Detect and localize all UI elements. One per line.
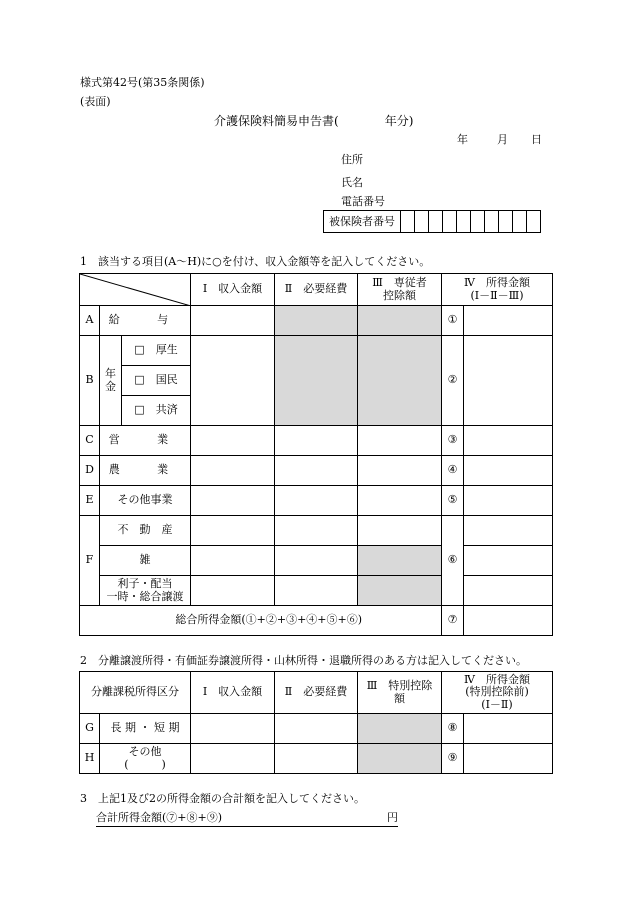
cell-deduct-f3	[358, 576, 442, 606]
row-num-9: ⑨	[442, 744, 464, 774]
row-label-real-estate: 不 動 産	[100, 516, 191, 546]
cell-income-c[interactable]	[191, 426, 275, 456]
row-code-a: A	[80, 306, 100, 336]
checkbox-kyosai[interactable]: □ 共済	[122, 396, 191, 426]
row-num-5: ⑤	[442, 486, 464, 516]
cell-income-f2[interactable]	[191, 546, 275, 576]
total-income-field[interactable]	[96, 812, 398, 827]
insured-number-field[interactable]	[401, 210, 541, 233]
checkbox-kokumin[interactable]: □ 国民	[122, 366, 191, 396]
table-row	[80, 426, 553, 456]
section3-heading: 3 上記1及び2の所得金額の合計額を記入してください。	[80, 792, 365, 805]
cell-net-a[interactable]	[464, 306, 553, 336]
address-label: 住所	[341, 153, 363, 166]
row-num-2: ②	[442, 336, 464, 426]
cell-expense-e[interactable]	[275, 486, 358, 516]
header-special-deduction: Ⅲ 特別控除 額	[358, 672, 442, 714]
cell-income-e[interactable]	[191, 486, 275, 516]
cell-deduct-a	[358, 306, 442, 336]
form-title-left: 介護保険料簡易申告書(	[214, 114, 339, 128]
header-category: 分離課税所得区分	[80, 672, 191, 714]
cell-deduct-d[interactable]	[358, 456, 442, 486]
cell-deduct-c[interactable]	[358, 426, 442, 456]
row-code-e: E	[80, 486, 100, 516]
cell-expense-c[interactable]	[275, 426, 358, 456]
row-num-4: ④	[442, 456, 464, 486]
total-label: 総合所得金額(①+②+③+④+⑤+⑥)	[80, 606, 442, 636]
cell-net-b[interactable]	[464, 336, 553, 426]
insured-number-label: 被保険者番号	[323, 210, 401, 233]
income-table	[79, 273, 553, 636]
row-label-other: その他 ( )	[100, 744, 191, 774]
cell-income-f3[interactable]	[191, 576, 275, 606]
date-day-label: 日	[531, 133, 542, 146]
cell-income-b[interactable]	[191, 336, 275, 426]
form-number: 様式第42号(第35条関係)	[80, 76, 205, 89]
row-label-pension: 年 金	[100, 336, 122, 426]
row-num-1: ①	[442, 306, 464, 336]
cell-deduct-g	[358, 714, 442, 744]
cell-deduct-b	[358, 336, 442, 426]
cell-expense-h[interactable]	[275, 744, 358, 774]
cell-total[interactable]	[464, 606, 553, 636]
date-year-label: 年	[457, 133, 468, 146]
row-label-salary: 給 与	[100, 306, 191, 336]
header-expense-2: Ⅱ 必要経費	[275, 672, 358, 714]
date-month-label: 月	[497, 133, 508, 146]
cell-net-d[interactable]	[464, 456, 553, 486]
row-code-d: D	[80, 456, 100, 486]
header-net-income-2: Ⅳ 所得金額 (特別控除前) (Ⅰ－Ⅱ)	[442, 672, 553, 714]
total-income-label: 合計所得金額(⑦+⑧+⑨)	[96, 811, 223, 824]
cell-deduct-f1[interactable]	[358, 516, 442, 546]
header-deduction: Ⅲ 専従者 控除額	[358, 274, 442, 306]
row-code-c: C	[80, 426, 100, 456]
table-row	[80, 456, 553, 486]
row-num-6: ⑥	[442, 516, 464, 606]
header-diagonal-cell	[80, 274, 191, 306]
cell-deduct-f2	[358, 546, 442, 576]
cell-expense-d[interactable]	[275, 456, 358, 486]
row-code-h: H	[80, 744, 100, 774]
checkbox-kosei[interactable]: □ 厚生	[122, 336, 191, 366]
cell-deduct-e[interactable]	[358, 486, 442, 516]
cell-income-h[interactable]	[191, 744, 275, 774]
section1-heading: 1 該当する項目(A〜H)に○を付け、収入金額等を記入してください。	[80, 255, 431, 268]
name-label: 氏名	[341, 176, 363, 189]
cell-net-h[interactable]	[464, 744, 553, 774]
table-row	[80, 714, 553, 744]
row-label-misc: 雑	[100, 546, 191, 576]
yen-unit: 円	[387, 811, 398, 824]
cell-net-f3[interactable]	[464, 576, 553, 606]
header-income-2: Ⅰ 収入金額	[191, 672, 275, 714]
cell-net-f1[interactable]	[464, 516, 553, 546]
cell-net-e[interactable]	[464, 486, 553, 516]
cell-expense-a	[275, 306, 358, 336]
cell-net-c[interactable]	[464, 426, 553, 456]
cell-expense-f2[interactable]	[275, 546, 358, 576]
row-label-business: 営 業	[100, 426, 191, 456]
form-title-right: 年分)	[384, 114, 414, 128]
cell-expense-f1[interactable]	[275, 516, 358, 546]
row-num-3: ③	[442, 426, 464, 456]
table-row	[80, 306, 553, 336]
table-row	[80, 336, 553, 366]
side-label: (表面)	[80, 95, 111, 108]
section2-heading: 2 分離譲渡所得・有価証券譲渡所得・山林所得・退職所得のある方は記入してください。	[80, 654, 527, 667]
phone-label: 電話番号	[341, 195, 385, 208]
form-title	[214, 115, 413, 127]
row-label-agriculture: 農 業	[100, 456, 191, 486]
cell-income-a[interactable]	[191, 306, 275, 336]
row-code-g: G	[80, 714, 100, 744]
cell-income-d[interactable]	[191, 456, 275, 486]
cell-net-g[interactable]	[464, 714, 553, 744]
table-row	[80, 516, 553, 546]
row-num-8: ⑧	[442, 714, 464, 744]
row-label-other-business: その他事業	[100, 486, 191, 516]
separate-income-table	[79, 671, 553, 774]
header-expense: Ⅱ 必要経費	[275, 274, 358, 306]
header-net-income: Ⅳ 所得金額 (Ⅰ－Ⅱ－Ⅲ)	[442, 274, 553, 306]
table-row	[80, 744, 553, 774]
row-label-long-short: 長 期 ・ 短 期	[100, 714, 191, 744]
table-row	[80, 486, 553, 516]
table-row	[80, 606, 553, 636]
header-income: Ⅰ 収入金額	[191, 274, 275, 306]
cell-deduct-h	[358, 744, 442, 774]
cell-income-f1[interactable]	[191, 516, 275, 546]
cell-net-f2[interactable]	[464, 546, 553, 576]
row-num-7: ⑦	[442, 606, 464, 636]
cell-expense-b	[275, 336, 358, 426]
row-code-b: B	[80, 336, 100, 426]
row-label-interest: 利子・配当 一時・総合譲渡	[100, 576, 191, 606]
cell-income-g[interactable]	[191, 714, 275, 744]
cell-expense-g[interactable]	[275, 714, 358, 744]
row-code-f: F	[80, 516, 100, 606]
cell-expense-f3[interactable]	[275, 576, 358, 606]
